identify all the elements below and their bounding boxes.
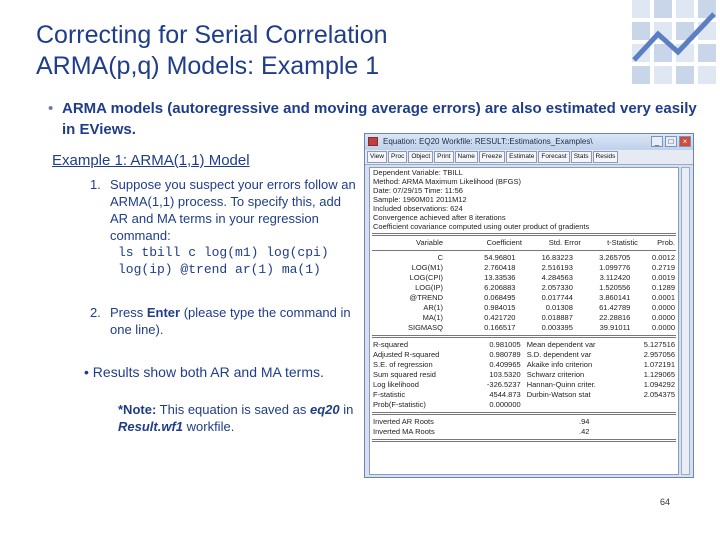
cell: 0.0000	[652, 313, 675, 322]
command-line-2: log(ip) @trend ar(1) ma(1)	[118, 262, 321, 277]
table-row	[370, 380, 678, 390]
cell: 0.000000	[489, 400, 521, 409]
step-2-text	[90, 304, 365, 338]
cell: Adjusted R-squared	[373, 350, 440, 359]
window-titlebar[interactable]	[365, 134, 693, 150]
output-pane	[369, 167, 679, 475]
cell: Sum squared resid	[373, 370, 436, 379]
cell: 1.129065	[643, 370, 675, 379]
cell: @TREND	[409, 293, 443, 302]
table-row	[370, 350, 678, 360]
cell: 0.01308	[545, 303, 573, 312]
cell: Log likelihood	[373, 380, 419, 389]
divider	[372, 250, 676, 251]
cell: 22.28816	[599, 313, 631, 322]
table-row	[370, 313, 678, 323]
cell: 54.96801	[484, 253, 516, 262]
table-header-row	[370, 238, 678, 248]
table-row	[370, 293, 678, 303]
table-row	[370, 427, 678, 437]
cell: -326.5237	[486, 380, 521, 389]
table-row	[370, 400, 678, 410]
roots-table	[370, 417, 678, 437]
results-bullet	[84, 364, 324, 380]
table-row	[370, 417, 678, 427]
note-label: *Note:	[118, 402, 157, 417]
table-row	[370, 273, 678, 283]
cell: 1.099776	[599, 263, 631, 272]
cell: 0.2719	[652, 263, 675, 272]
cell: 16.83223	[541, 253, 573, 262]
title-line-2: ARMA(p,q) Models: Example 1	[36, 52, 380, 80]
header-line: Sample: 1960M01 2011M12	[373, 195, 467, 204]
cell: 0.409965	[489, 360, 521, 369]
enter-key-label: Enter	[146, 305, 181, 320]
table-row	[370, 360, 678, 370]
proc-button[interactable]: Proc	[388, 151, 407, 163]
cell: 61.42789	[599, 303, 631, 312]
cell: Inverted AR Roots	[373, 417, 434, 426]
cell: LOG(CPI)	[409, 273, 443, 282]
eviews-equation-window[interactable]	[364, 133, 694, 478]
intro-bullet-text: ARMA models (autoregressive and moving average errors) are also estimated very easily in EViews.	[62, 100, 697, 138]
cell: Schwarz criterion	[526, 370, 585, 379]
cell: LOG(IP)	[415, 283, 443, 292]
close-icon[interactable]: ×	[679, 136, 691, 147]
cell: 2.057330	[541, 283, 573, 292]
cell: 3.265705	[599, 253, 631, 262]
cell: 0.018887	[541, 313, 573, 322]
cell: 1.094292	[643, 380, 675, 389]
table-row	[370, 370, 678, 380]
title-line-1: Correcting for Serial Correlation	[36, 21, 388, 49]
cell: SIGMASQ	[407, 323, 443, 332]
header-line: Date: 07/29/15 Time: 11:56	[373, 186, 463, 195]
step-2-number: 2.	[90, 305, 101, 320]
cell: 39.91011	[599, 323, 631, 332]
col-header: Variable	[416, 238, 443, 247]
table-row	[370, 390, 678, 400]
step-1-number: 1.	[90, 177, 101, 192]
col-header: Coefficient	[486, 238, 522, 247]
cell	[627, 400, 678, 410]
cell: 1.520556	[599, 283, 631, 292]
cell: 13.33536	[484, 273, 516, 282]
note-workfile: Result.wf1	[118, 419, 184, 434]
freeze-button[interactable]: Freeze	[479, 151, 505, 163]
command-line-1: ls tbill c log(m1) log(cpi)	[118, 245, 329, 260]
example-heading: Example 1: ARMA(1,1) Model	[52, 152, 250, 169]
cell: 0.981005	[489, 340, 521, 349]
view-button[interactable]: View	[367, 151, 387, 163]
cell: Prob(F-statistic)	[373, 400, 426, 409]
eviews-app-icon	[368, 137, 378, 146]
divider	[372, 233, 676, 236]
step-1	[90, 176, 360, 278]
cell: 6.206883	[484, 283, 516, 292]
cell: F-statistic	[373, 390, 406, 399]
header-line: Dependent Variable: TBILL	[373, 168, 463, 177]
minimize-icon[interactable]: _	[651, 136, 663, 147]
cell: 3.860141	[599, 293, 631, 302]
cell: .42	[579, 427, 590, 436]
cell: 2.957056	[643, 350, 675, 359]
cell: 0.017744	[541, 293, 573, 302]
coefficient-rows	[370, 253, 678, 333]
cell: 0.068495	[484, 293, 516, 302]
cell: Durbin-Watson stat	[526, 390, 591, 399]
note-equation: eq20	[309, 402, 340, 417]
header-line: Coefficient covariance computed using outer product of gradients	[373, 222, 590, 231]
cell: 4544.873	[489, 390, 521, 399]
col-header: Std. Error	[548, 238, 581, 247]
step-2-pre: Press	[110, 305, 147, 320]
coefficient-table	[370, 238, 678, 248]
cell: 5.127516	[643, 340, 675, 349]
stats-button[interactable]: Stats	[571, 151, 592, 163]
cell: S.E. of regression	[373, 360, 433, 369]
cell: Akaike info criterion	[526, 360, 593, 369]
cell: AR(1)	[423, 303, 443, 312]
chart-logo-icon	[630, 0, 720, 88]
cell: 3.112420	[599, 273, 631, 282]
cell: 0.1289	[652, 283, 675, 292]
cell: C	[437, 253, 443, 262]
cell: 2.760418	[484, 263, 516, 272]
estimation-header	[370, 168, 678, 231]
table-row	[370, 303, 678, 313]
cell: 1.072191	[643, 360, 675, 369]
print-button[interactable]: Print	[434, 151, 453, 163]
table-row	[370, 323, 678, 333]
cell: 0.0012	[652, 253, 675, 262]
table-row	[370, 283, 678, 293]
step-2-post: (please type the command in one line).	[110, 305, 351, 337]
bullet-icon: •	[48, 100, 54, 117]
cell: 0.0000	[652, 323, 675, 332]
cell: 0.984015	[484, 303, 516, 312]
cell: 0.0000	[652, 303, 675, 312]
step-2	[90, 304, 365, 338]
cell: R-squared	[373, 340, 409, 349]
summary-stats-table	[370, 340, 678, 410]
note-in: in	[339, 402, 354, 417]
note	[118, 401, 368, 435]
results-bullet-text: Results show both AR and MA terms.	[92, 364, 324, 380]
cell: MA(1)	[422, 313, 443, 322]
resids-button[interactable]: Resids	[593, 151, 619, 163]
slide-title	[36, 20, 388, 82]
cell: LOG(M1)	[411, 263, 443, 272]
cell: Hannan-Quinn criter.	[526, 380, 596, 389]
cell: S.D. dependent var	[526, 350, 592, 359]
divider	[372, 335, 676, 338]
maximize-icon[interactable]: □	[665, 136, 677, 147]
cell: 2.516193	[541, 263, 573, 272]
forecast-button[interactable]: Forecast	[538, 151, 569, 163]
divider	[372, 439, 676, 442]
cell: 103.5320	[489, 370, 521, 379]
page-number: 64	[660, 497, 671, 507]
divider	[372, 412, 676, 415]
cell: 0.003395	[541, 323, 573, 332]
col-header: t-Statistic	[607, 238, 638, 247]
window-title: Equation: EQ20 Workfile: RESULT::Estimations_Examples\	[383, 137, 593, 146]
table-row	[370, 263, 678, 273]
note-text: This equation is saved as	[156, 402, 310, 417]
window-controls	[651, 136, 691, 147]
cell: 0.421720	[484, 313, 516, 322]
header-line: Included observations: 624	[373, 204, 463, 213]
table-row	[370, 253, 678, 263]
cell: 0.166517	[484, 323, 516, 332]
cell: 0.980789	[489, 350, 521, 359]
cell: Inverted MA Roots	[373, 427, 435, 436]
note-end: workfile.	[183, 419, 235, 434]
table-row	[370, 340, 678, 350]
name-button[interactable]: Name	[455, 151, 478, 163]
window-toolbar	[365, 150, 693, 165]
cell	[524, 400, 627, 410]
cell: 0.0019	[652, 273, 675, 282]
col-header: Prob.	[657, 238, 675, 247]
header-line: Convergence achieved after 8 iterations	[373, 213, 506, 222]
vertical-scrollbar[interactable]	[681, 167, 690, 475]
cell: 2.054375	[643, 390, 675, 399]
step-1-text: Suppose you suspect your errors follow an ARMA(1,1) process. To specify this, add AR and MA terms in your regression command:	[110, 177, 356, 243]
cell: 4.284563	[541, 273, 573, 282]
header-line: Method: ARMA Maximum Likelihood (BFGS)	[373, 177, 521, 186]
object-button[interactable]: Object	[408, 151, 433, 163]
cell: 0.0001	[652, 293, 675, 302]
cell: Mean dependent var	[526, 340, 596, 349]
bullet-icon: •	[84, 364, 89, 380]
cell: .94	[579, 417, 590, 426]
estimate-button[interactable]: Estimate	[506, 151, 537, 163]
